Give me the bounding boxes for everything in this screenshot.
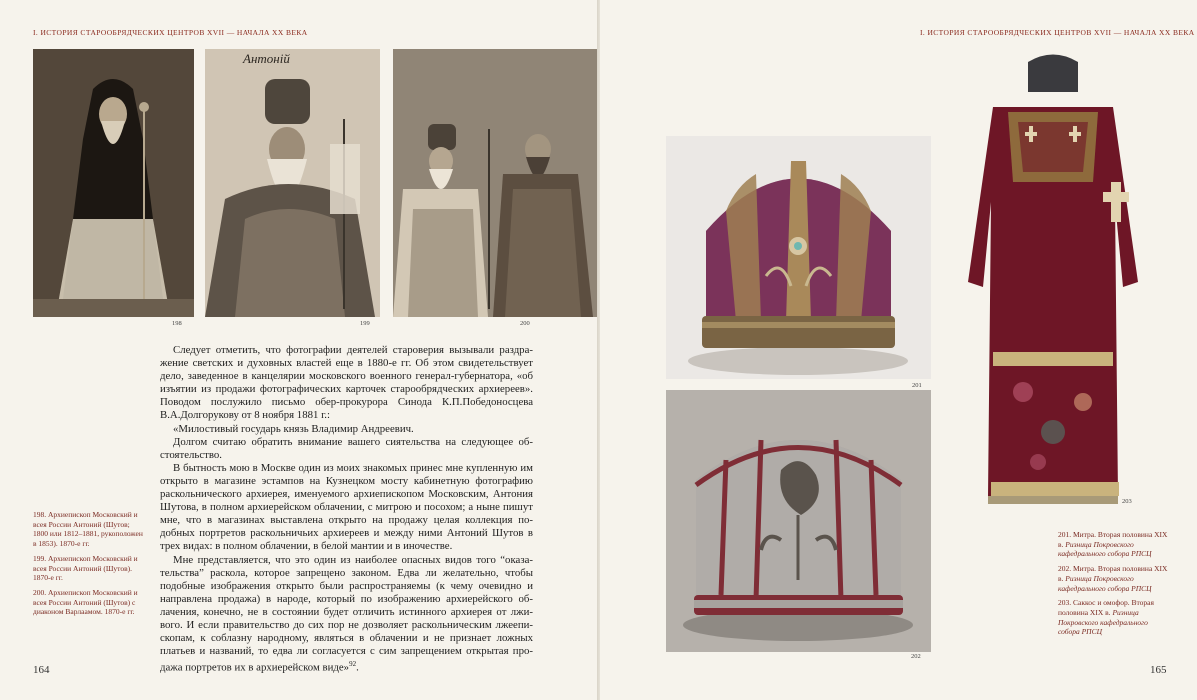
caption-198: 198. Архиепископ Московский и всея России Антоний (Шутов; 1800 или 1812–1881, рукоположен в 1853). 1870-е гг. xyxy=(33,510,143,549)
caption-200: 200. Архиепископ Московский и всея России Антоний (Шутов) с диаконом Варлаамом. 1870-е гг. xyxy=(33,587,138,617)
paragraph: Долгом считаю обратить внимание вашего сиятельства на следующее обстоятельство. xyxy=(160,435,533,461)
body-text xyxy=(160,344,533,675)
figure-number: 201 xyxy=(912,382,922,389)
photo-202 xyxy=(666,390,931,652)
caption-201: 201. Митра. Вторая половина XIX в. Ризница Покровского кафедрального собора РПСЦ xyxy=(1058,530,1168,559)
photo-200 xyxy=(393,49,599,317)
running-head-left: I. ИСТОРИЯ СТАРООБРЯДЧЕСКИХ ЦЕНТРОВ XVII — НАЧАЛА XX ВЕКА xyxy=(33,28,308,37)
photo-201 xyxy=(666,136,931,379)
figure-number: 202 xyxy=(911,653,921,660)
paragraph: В бытность мою в Москве один из моих знакомых принес мне купленную им открыто в магазине эстампов на Кузнецком мосту кабинетную фотографию раскольнического архиерея, именуемого архиепископом Московским, Антония Шутова, в полном архиерейском облачении, с митрою и посохом; а ныне пишут мне, что в магазинах выставлена открыто на продажу целая коллекция подобных портретов раскольничьих архиереев и между ними Антоний Шутов в трех видах: в полном облачении, в белой мантии и в иночестве. xyxy=(160,461,533,553)
photo-199 xyxy=(205,49,380,317)
figure-number: 198 xyxy=(172,320,182,327)
photo-203 xyxy=(963,52,1143,512)
page-number-right: 165 xyxy=(1150,664,1167,676)
caption-202: 202. Митра. Вторая половина XIX в. Ризница Покровского кафедрального собора РПСЦ xyxy=(1058,564,1168,593)
captions-right xyxy=(1058,530,1168,642)
captions-left xyxy=(33,510,145,622)
figure-number: 199 xyxy=(360,320,370,327)
photo-inscription: Антоній xyxy=(243,51,290,66)
photo-198 xyxy=(33,49,194,317)
right-page xyxy=(600,0,1197,700)
caption-199: 199. Архиепископ Московский и всея России Антоний (Шутов). 1870-е гг. xyxy=(33,553,138,583)
figure-number: 200 xyxy=(520,320,530,327)
footnote-ref[interactable]: 92 xyxy=(349,660,357,669)
left-page xyxy=(0,0,598,700)
paragraph: Мне представляется, что это один из наиболее опасных видов того “оказательства” раскола, которое запрещено законом. Едва ли желательно, чтобы подобные изображения открыто были распространяемы (к чему очевидно и направлена продажа) в народе, который по изображению архиерейского облачения, конечно, не в состоянии будет отличить истинного архиерея от лживого. И если правительство до сих пор не дозволяет раскольническим лжеепископам, к соблазну народному, являться в облачении и не признает ложных платьев и названий, то едва ли согласуется с сим запрещением открытая продажа портретов их в архиерейском виде»$^{92}$. xyxy=(160,553,533,674)
paragraph: «Милостивый государь князь Владимир Андреевич. xyxy=(173,422,414,435)
paragraph-text: Мне представляется, что это один из наиболее опасных видов того “оказательства” раскола, которое запрещено законом. Едва ли желательно, чтобы подобные изображения открыто были распространяемы (к чему очевидно и направлена продажа) в народе, который по изображению архиерейского облачения, конечно, не в состоянии будет отличить истинного архиерея от лживого. И если правительство до сих пор не дозволяет раскольническим лжеепископам, к соблазну народному, являться в облачении и не признает ложных платьев и названий, то едва ли согласуется с сим запрещением открытая продажа портретов их в архиерейском виде» xyxy=(160,553,533,674)
paragraph: Следует отметить, что фотографии деятелей староверия вызывали раздражение светских и духовных властей еще в 1880-е гг. Об этом свидетельствует дело, заведенное в канцелярии московского военного генерал-губернатора, «об изъятии из продажи фотографических карточек старообрядческих архиереев». Поводом послужило письмо обер-прокурора Синода К.П.Победоносцева В.А.Долгорукову от 8 ноября 1881 г.: xyxy=(160,344,533,422)
figure-number: 203 xyxy=(1122,498,1132,505)
page-number-left: 164 xyxy=(33,664,50,676)
running-head-right: I. ИСТОРИЯ СТАРООБРЯДЧЕСКИХ ЦЕНТРОВ XVII — НАЧАЛА XX ВЕКА xyxy=(920,28,1195,37)
caption-203: 203. Саккос и омофор. Вторая половина XIX в. Ризница Покровского кафедрального собора РПСЦ xyxy=(1058,598,1154,637)
